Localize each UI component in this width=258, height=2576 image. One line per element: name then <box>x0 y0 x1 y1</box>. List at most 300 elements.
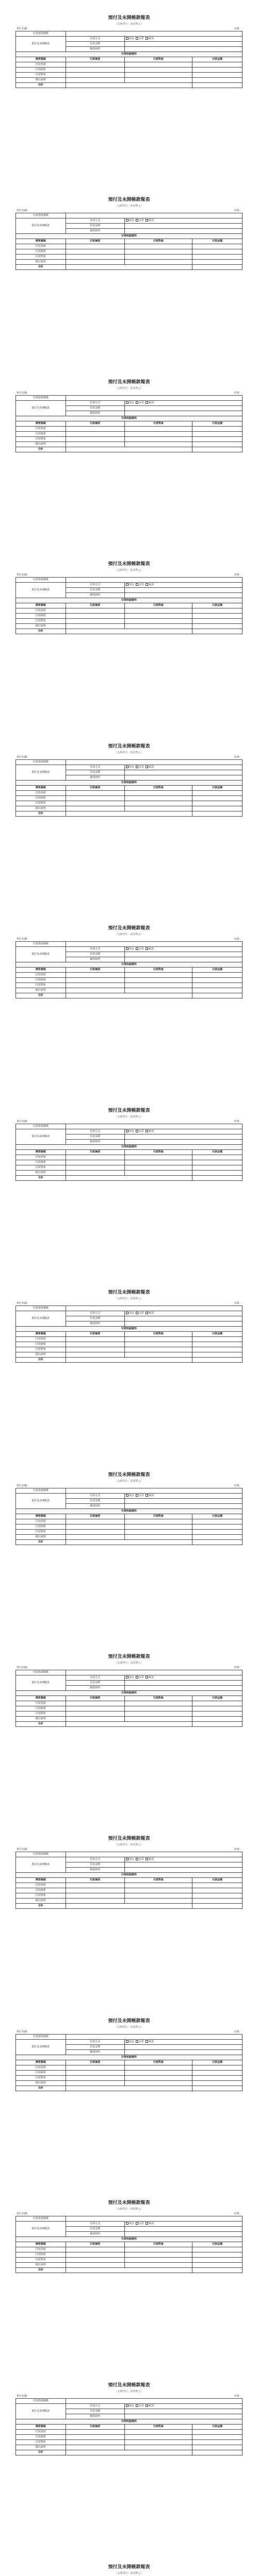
checkbox-option[interactable]: 匯款 <box>146 1494 155 1497</box>
column-header: 付款對象 <box>124 1514 192 1519</box>
value-cell <box>66 1852 242 1857</box>
total-value <box>192 1358 243 1363</box>
row-label: 付款憑證 <box>16 1155 66 1160</box>
row-label: 備註說明 <box>16 1171 66 1176</box>
checkbox-icon[interactable] <box>146 2404 148 2407</box>
cell <box>66 67 124 73</box>
total-row <box>16 265 243 270</box>
row-label: 付款憑證 <box>16 791 66 796</box>
checkbox-icon[interactable] <box>126 2040 128 2043</box>
checkbox-option[interactable]: 匯款 <box>146 1676 155 1679</box>
column-header: 傳票號碼 <box>16 603 66 608</box>
row-label: 付款摘要 <box>16 432 66 437</box>
cell <box>124 1165 192 1171</box>
report-header <box>15 573 243 577</box>
section-header <box>16 781 243 786</box>
value-cell <box>124 1504 242 1509</box>
row-label: 付款摘要 <box>16 1160 66 1165</box>
column-headers <box>16 2060 243 2065</box>
label-cell: 付款方式 <box>66 2404 124 2409</box>
checkbox-option[interactable]: 支票 <box>136 1676 146 1679</box>
row-label: 付款對象 <box>16 73 66 78</box>
checkbox-icon[interactable] <box>146 947 148 950</box>
checkbox-option[interactable]: 現金 <box>126 1312 136 1315</box>
checkbox-option[interactable]: 匯款 <box>146 1130 155 1133</box>
checkbox-option[interactable]: 支票 <box>136 1130 146 1133</box>
cell <box>66 1155 124 1160</box>
checkbox-icon[interactable] <box>136 219 138 222</box>
value-cell <box>124 957 242 962</box>
report-header <box>15 2030 243 2034</box>
checkbox-icon[interactable] <box>136 1858 138 1860</box>
report-header <box>15 1301 243 1306</box>
total-value <box>192 1540 243 1545</box>
report-block <box>15 2382 243 2455</box>
label-cell: 預付及未開帳款 <box>16 1129 66 1145</box>
cell <box>192 1171 243 1176</box>
section-title: 付款明細資料 <box>16 1873 243 1878</box>
checkbox-option[interactable]: 匯款 <box>146 2040 155 2043</box>
report-block <box>15 561 243 634</box>
checkbox-option[interactable]: 支票 <box>136 2404 146 2408</box>
column-headers <box>16 1878 243 1883</box>
column-header: 付款摘要 <box>66 786 124 791</box>
row-label: 付款憑證 <box>16 973 66 978</box>
total-value <box>192 1176 243 1181</box>
value-cell <box>66 1306 242 1311</box>
value-cell <box>124 2045 242 2050</box>
row-label: 付款憑證 <box>16 2430 66 2435</box>
label-cell: 付款方式 <box>66 37 124 42</box>
value-cell <box>124 2232 242 2237</box>
checkbox-option[interactable]: 現金 <box>126 947 136 951</box>
total-row <box>16 2086 243 2091</box>
total-value <box>192 1722 243 1727</box>
report-header <box>15 2394 243 2398</box>
report-block <box>15 14 243 88</box>
checkbox-option[interactable]: 匯款 <box>146 2404 155 2408</box>
checkbox-icon[interactable] <box>136 2404 138 2407</box>
table-row <box>16 801 243 806</box>
total-value <box>192 993 243 998</box>
report-title: 預付及未開帳款報表 <box>108 562 150 567</box>
checkbox-option[interactable]: 匯款 <box>146 766 155 769</box>
header-date: 日期： <box>233 1120 241 1123</box>
report-subtitle: （金額單位：新臺幣元） <box>115 933 143 936</box>
checkbox-option[interactable]: 匯款 <box>146 947 155 951</box>
report-block <box>15 743 243 817</box>
value-cell <box>124 588 242 593</box>
column-header: 付款金額 <box>192 421 243 427</box>
cell <box>124 2435 192 2440</box>
table-row <box>16 1347 243 1352</box>
checkbox-option[interactable]: 支票 <box>136 219 146 222</box>
cell <box>192 2071 243 2076</box>
checkbox-option[interactable]: 匯款 <box>146 2222 155 2225</box>
checkbox-icon[interactable] <box>136 1312 138 1314</box>
section-title: 付款明細資料 <box>16 1509 243 1514</box>
checkbox-icon[interactable] <box>136 766 138 768</box>
table-row <box>16 1701 243 1706</box>
checkbox-icon[interactable] <box>146 766 148 768</box>
table-row <box>16 213 243 218</box>
section-header <box>16 234 243 239</box>
checkbox-icon[interactable] <box>126 1312 128 1314</box>
table-row <box>16 1306 243 1311</box>
checkbox-icon[interactable] <box>146 219 148 222</box>
label-cell: 預付及未開帳款 <box>16 401 66 416</box>
cell <box>66 988 124 993</box>
table-row <box>16 973 243 978</box>
total-row <box>16 1904 243 1909</box>
cell <box>192 1893 243 1899</box>
row-label: 付款對象 <box>16 1530 66 1535</box>
cell <box>192 978 243 983</box>
checkbox-option[interactable]: 現金 <box>126 1858 136 1861</box>
table-row <box>16 427 243 432</box>
checkbox-icon[interactable] <box>126 583 128 586</box>
cell <box>192 2430 243 2435</box>
cell <box>124 2445 192 2450</box>
value-cell <box>124 952 242 957</box>
cell <box>192 619 243 624</box>
cell <box>192 1342 243 1347</box>
row-label: 付款對象 <box>16 2258 66 2263</box>
section-header <box>16 1327 243 1332</box>
report-subtitle: （金額單位：新臺幣元） <box>115 1662 143 1665</box>
column-header: 付款金額 <box>192 968 243 973</box>
cell <box>124 801 192 806</box>
cell <box>124 255 192 260</box>
label-cell: 付款方式 <box>66 218 124 224</box>
label-cell: 付款憑證號碼 <box>16 2035 66 2040</box>
report-title: 預付及未開帳款報表 <box>108 2383 150 2388</box>
checkbox-icon[interactable] <box>126 1494 128 1497</box>
label-cell: 付款方式 <box>66 947 124 952</box>
payment-method-options <box>124 2040 242 2045</box>
report-block <box>15 2564 243 2576</box>
section-header <box>16 598 243 603</box>
table-row <box>16 806 243 811</box>
total-value <box>192 2086 243 2091</box>
report-block <box>15 2199 243 2273</box>
column-header: 付款對象 <box>124 1696 192 1701</box>
cell <box>124 1888 192 1893</box>
column-header: 傳票號碼 <box>16 1332 66 1337</box>
table-row <box>16 1488 243 1494</box>
checkbox-icon[interactable] <box>126 766 128 768</box>
checkbox-option[interactable]: 支票 <box>136 766 146 769</box>
checkbox-icon[interactable] <box>146 1676 148 1679</box>
cell <box>124 1337 192 1342</box>
column-header: 付款對象 <box>124 603 192 608</box>
row-label: 付款對象 <box>16 2076 66 2081</box>
cell <box>124 1524 192 1530</box>
row-label: 備註說明 <box>16 442 66 447</box>
checkbox-option[interactable]: 現金 <box>126 766 136 769</box>
header-unit: 單位名稱： <box>17 573 30 577</box>
value-cell <box>66 1124 242 1129</box>
label-cell: 摘要說明 <box>66 1504 124 1509</box>
section-title: 付款明細資料 <box>16 234 243 239</box>
section-header <box>16 2237 243 2242</box>
table-row <box>16 73 243 78</box>
section-header <box>16 1509 243 1514</box>
cell <box>192 1706 243 1711</box>
row-label: 付款摘要 <box>16 2435 66 2440</box>
report-subtitle: （金額單位：新臺幣元） <box>115 387 143 390</box>
table-row <box>16 1155 243 1160</box>
report-table <box>15 1852 243 1909</box>
label-cell: 摘要說明 <box>66 1140 124 1145</box>
checkbox-option[interactable]: 支票 <box>136 1312 146 1315</box>
cell <box>66 2445 124 2450</box>
checkbox-icon[interactable] <box>126 2404 128 2407</box>
checkbox-icon[interactable] <box>126 1858 128 1860</box>
cell <box>192 1530 243 1535</box>
column-headers <box>16 2242 243 2247</box>
checkbox-option[interactable]: 現金 <box>126 37 136 40</box>
cell <box>124 1530 192 1535</box>
table-row <box>16 1530 243 1535</box>
cell <box>192 791 243 796</box>
value-cell <box>124 229 242 234</box>
label-cell: 付款金額 <box>66 588 124 593</box>
value-cell <box>124 1862 242 1868</box>
cell <box>66 1342 124 1347</box>
checkbox-option[interactable]: 現金 <box>126 2222 136 2225</box>
column-header: 付款對象 <box>124 786 192 791</box>
header-unit: 單位名稱： <box>17 1848 30 1851</box>
checkbox-option[interactable]: 匯款 <box>146 1858 155 1861</box>
checkbox-icon[interactable] <box>126 1676 128 1679</box>
table-row <box>16 2081 243 2086</box>
cell <box>192 1347 243 1352</box>
cell <box>192 2065 243 2071</box>
payment-method-options <box>124 218 242 224</box>
checkbox-option[interactable]: 支票 <box>136 1858 146 1861</box>
table-row <box>16 1524 243 1530</box>
checkbox-option[interactable]: 支票 <box>136 947 146 951</box>
report-subtitle: （金額單位：新臺幣元） <box>115 569 143 572</box>
label-cell: 預付及未開帳款 <box>16 218 66 234</box>
report-subtitle: （金額單位：新臺幣元） <box>115 23 143 26</box>
cell <box>66 1899 124 1904</box>
label-cell: 付款金額 <box>66 224 124 229</box>
label-cell: 預付及未開帳款 <box>16 947 66 962</box>
row-label: 備註說明 <box>16 2263 66 2268</box>
checkbox-icon[interactable] <box>146 1312 148 1314</box>
cell <box>66 1706 124 1711</box>
report-title: 預付及未開帳款報表 <box>108 1836 150 1841</box>
checkbox-option[interactable]: 現金 <box>126 1130 136 1133</box>
total-label: 合計 <box>16 2086 66 2091</box>
column-headers <box>16 603 243 608</box>
checkbox-icon[interactable] <box>126 1130 128 1132</box>
column-header: 付款摘要 <box>66 1696 124 1701</box>
report-title: 預付及未開帳款報表 <box>108 1290 150 1295</box>
total-value <box>192 265 243 270</box>
checkbox-icon[interactable] <box>146 37 148 40</box>
header-date: 日期： <box>233 2212 241 2215</box>
checkbox-option[interactable]: 現金 <box>126 1676 136 1679</box>
table-row <box>16 578 243 583</box>
table-row <box>16 1883 243 1888</box>
cell <box>124 619 192 624</box>
cell <box>66 1171 124 1176</box>
checkbox-icon[interactable] <box>126 947 128 950</box>
checkbox-icon[interactable] <box>136 583 138 586</box>
report-block <box>15 925 243 998</box>
row-label: 備註說明 <box>16 2081 66 2086</box>
row-label: 付款憑證 <box>16 1519 66 1524</box>
checkbox-option[interactable]: 支票 <box>136 37 146 40</box>
checkbox-icon[interactable] <box>126 2222 128 2225</box>
table-row <box>16 796 243 801</box>
column-headers <box>16 239 243 244</box>
payment-method-options <box>124 1494 242 1499</box>
checkbox-option[interactable]: 支票 <box>136 401 146 404</box>
payment-method-options <box>124 37 242 42</box>
cell <box>192 2263 243 2268</box>
checkbox-option[interactable]: 現金 <box>126 2404 136 2408</box>
cell <box>66 73 124 78</box>
value-cell <box>124 1499 242 1504</box>
row-label: 備註說明 <box>16 806 66 811</box>
column-header: 付款摘要 <box>66 1332 124 1337</box>
report-title: 預付及未開帳款報表 <box>108 2565 150 2570</box>
payment-method-options <box>124 947 242 952</box>
cell <box>66 2247 124 2252</box>
checkbox-icon[interactable] <box>146 2040 148 2043</box>
cell <box>124 978 192 983</box>
checkbox-option[interactable]: 匯款 <box>146 1312 155 1315</box>
checkbox-option[interactable]: 支票 <box>136 583 146 586</box>
checkbox-icon[interactable] <box>126 219 128 222</box>
column-header: 傳票號碼 <box>16 2425 66 2430</box>
total-value <box>192 2450 243 2455</box>
report-table <box>15 2034 243 2091</box>
column-headers <box>16 786 243 791</box>
total-row <box>16 1358 243 1363</box>
label-cell: 付款憑證號碼 <box>16 1670 66 1675</box>
cell <box>192 260 243 265</box>
column-header: 付款對象 <box>124 57 192 62</box>
checkbox-option[interactable]: 支票 <box>136 2040 146 2043</box>
value-cell <box>66 578 242 583</box>
cell <box>192 1711 243 1717</box>
checkbox-icon[interactable] <box>136 37 138 40</box>
checkbox-icon[interactable] <box>136 1676 138 1679</box>
header-date: 日期： <box>233 1666 241 1669</box>
checkbox-option[interactable]: 匯款 <box>146 583 155 586</box>
checkbox-icon[interactable] <box>136 1130 138 1132</box>
checkbox-icon[interactable] <box>146 1494 148 1497</box>
checkbox-icon[interactable] <box>136 401 138 404</box>
report-title: 預付及未開帳款報表 <box>108 1654 150 1659</box>
cell <box>66 619 124 624</box>
header-date: 日期： <box>233 938 241 941</box>
table-row <box>16 1857 243 1862</box>
checkbox-option[interactable]: 匯款 <box>146 219 155 222</box>
checkbox-option[interactable]: 現金 <box>126 2040 136 2043</box>
cell <box>66 2081 124 2086</box>
column-headers <box>16 968 243 973</box>
column-header: 付款摘要 <box>66 1878 124 1883</box>
label-cell: 摘要說明 <box>66 957 124 962</box>
checkbox-option[interactable]: 現金 <box>126 583 136 586</box>
cell <box>66 1352 124 1358</box>
checkbox-icon[interactable] <box>146 583 148 586</box>
checkbox-icon[interactable] <box>136 2222 138 2225</box>
checkbox-option[interactable]: 現金 <box>126 1494 136 1497</box>
table-row <box>16 2035 243 2040</box>
cell <box>66 1358 192 1363</box>
table-row <box>16 31 243 37</box>
row-label: 付款憑證 <box>16 1337 66 1342</box>
value-cell <box>124 47 242 52</box>
cell <box>192 624 243 629</box>
checkbox-icon[interactable] <box>146 1130 148 1132</box>
checkbox-option[interactable]: 現金 <box>126 401 136 404</box>
column-headers <box>16 421 243 427</box>
checkbox-icon[interactable] <box>146 2222 148 2225</box>
cell <box>66 973 124 978</box>
checkbox-icon[interactable] <box>136 2040 138 2043</box>
label-cell: 付款方式 <box>66 583 124 588</box>
column-header: 付款金額 <box>192 2242 243 2247</box>
checkbox-option[interactable]: 匯款 <box>146 37 155 40</box>
checkbox-icon[interactable] <box>136 947 138 950</box>
table-row <box>16 1494 243 1499</box>
row-label: 付款摘要 <box>16 2071 66 2076</box>
label-cell: 付款憑證號碼 <box>16 1488 66 1494</box>
row-label: 備註說明 <box>16 1352 66 1358</box>
checkbox-icon[interactable] <box>146 1858 148 1860</box>
table-row <box>16 760 243 765</box>
total-label: 合計 <box>16 1358 66 1363</box>
value-cell <box>66 1670 242 1675</box>
cell <box>66 1165 124 1171</box>
column-header: 傳票號碼 <box>16 421 66 427</box>
label-cell: 付款憑證號碼 <box>16 2399 66 2404</box>
checkbox-option[interactable]: 匯款 <box>146 401 155 404</box>
report-block <box>15 1107 243 1181</box>
checkbox-icon[interactable] <box>146 401 148 404</box>
checkbox-option[interactable]: 支票 <box>136 2222 146 2225</box>
value-cell <box>124 2409 242 2414</box>
total-label: 合計 <box>16 1176 66 1181</box>
label-cell: 預付及未開帳款 <box>16 2040 66 2055</box>
value-cell <box>124 775 242 781</box>
cell <box>66 249 124 255</box>
report-table <box>15 1488 243 1545</box>
value-cell <box>66 942 242 947</box>
checkbox-option[interactable]: 現金 <box>126 219 136 222</box>
cell <box>192 973 243 978</box>
checkbox-icon[interactable] <box>126 37 128 40</box>
checkbox-icon[interactable] <box>136 1494 138 1497</box>
checkbox-option[interactable]: 支票 <box>136 1494 146 1497</box>
cell <box>192 2440 243 2445</box>
payment-method-options <box>124 1857 242 1862</box>
section-title: 付款明細資料 <box>16 416 243 421</box>
checkbox-icon[interactable] <box>126 401 128 404</box>
total-row <box>16 1540 243 1545</box>
label-cell: 預付及未開帳款 <box>16 1857 66 1873</box>
cell <box>124 1160 192 1165</box>
label-cell: 付款金額 <box>66 42 124 47</box>
